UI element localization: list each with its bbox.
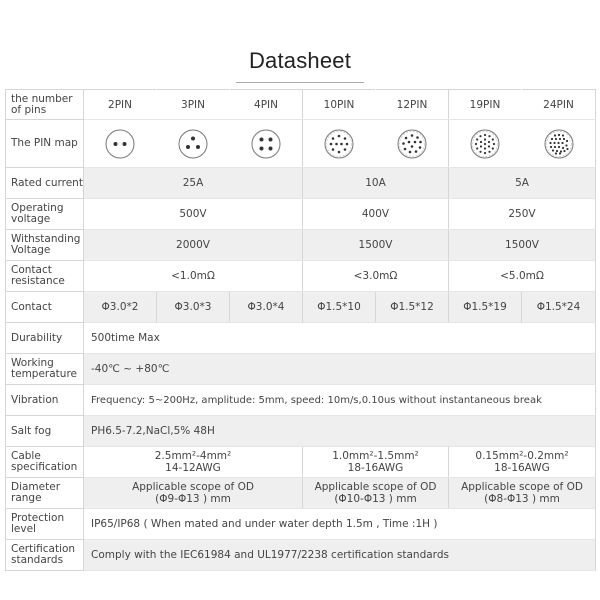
rated-current-value-a: 25A bbox=[84, 168, 303, 199]
protection-level-value: IP65/IP68 ( When mated and under water depth 1.5m , Time :1H ) bbox=[84, 509, 596, 540]
contact-label: Contact bbox=[6, 292, 84, 323]
header-label: the number of pins bbox=[6, 90, 84, 120]
pin-map-row bbox=[6, 120, 596, 168]
contact-value-10: Φ1.5*10 bbox=[303, 292, 376, 323]
withstanding-voltage-value-c: 1500V bbox=[449, 230, 596, 261]
salt-fog-label: Salt fog bbox=[6, 416, 84, 447]
page-title: Datasheet bbox=[248, 48, 352, 73]
rated-current-value-b: 10A bbox=[303, 168, 449, 199]
contact-resistance-label: Contact resistance bbox=[6, 261, 84, 292]
datasheet-table bbox=[5, 89, 596, 571]
pin-header-12: 12PIN bbox=[376, 90, 449, 120]
pin-map-10-icon bbox=[303, 120, 376, 168]
title-underline bbox=[236, 82, 364, 83]
pin-header-4: 4PIN bbox=[230, 90, 303, 120]
pin-header-24: 24PIN bbox=[522, 90, 596, 120]
withstanding-voltage-row bbox=[6, 230, 596, 261]
diameter-range-c-line2: (Φ8-Φ13 ) mm bbox=[484, 493, 560, 505]
diameter-range-row bbox=[6, 478, 596, 509]
contact-resistance-value-c: <5.0mΩ bbox=[449, 261, 596, 292]
contact-value-19: Φ1.5*19 bbox=[449, 292, 522, 323]
pin-map-19-icon bbox=[449, 120, 522, 168]
cable-spec-a-line2: 14-12AWG bbox=[165, 462, 221, 474]
pin-map-3-icon bbox=[157, 120, 230, 168]
pin-header-2: 2PIN bbox=[84, 90, 157, 120]
contact-resistance-value-a: <1.0mΩ bbox=[84, 261, 303, 292]
salt-fog-row bbox=[6, 416, 596, 447]
vibration-value: Frequency: 5~200Hz, amplitude: 5mm, speed: 10m/s,0.10us without instantaneous break bbox=[84, 385, 596, 416]
diameter-range-b bbox=[303, 478, 449, 509]
pin-map-4-icon bbox=[230, 120, 303, 168]
operating-voltage-value-a: 500V bbox=[84, 199, 303, 230]
cable-specification-label: Cable specification bbox=[6, 447, 84, 478]
protection-level-label: Protection level bbox=[6, 509, 84, 540]
pin-map-24-icon bbox=[522, 120, 596, 168]
durability-value: 500time Max bbox=[84, 323, 596, 354]
pin-map-12-icon bbox=[376, 120, 449, 168]
pin-map-label: The PIN map bbox=[6, 120, 84, 168]
operating-voltage-label: Operating voltage bbox=[6, 199, 84, 230]
contact-value-24: Φ1.5*24 bbox=[522, 292, 596, 323]
certification-standards-value: Comply with the IEC61984 and UL1977/2238 certification standards bbox=[84, 540, 596, 571]
rated-current-value-c: 5A bbox=[449, 168, 596, 199]
rated-current-row bbox=[6, 168, 596, 199]
cable-spec-c-line1: 0.15mm²-0.2mm² bbox=[475, 450, 569, 462]
cable-spec-b-line2: 18-16AWG bbox=[347, 462, 404, 474]
salt-fog-value: PH6.5-7.2,NaCl,5% 48H bbox=[84, 416, 596, 447]
cable-spec-a-line1: 2.5mm²-4mm² bbox=[154, 450, 232, 462]
diameter-range-b-line2: (Φ10-Φ13 ) mm bbox=[334, 493, 417, 505]
diameter-range-a bbox=[84, 478, 303, 509]
header-row bbox=[6, 90, 596, 120]
withstanding-voltage-value-a: 2000V bbox=[84, 230, 303, 261]
durability-label: Durability bbox=[6, 323, 84, 354]
cable-spec-c bbox=[449, 447, 596, 478]
working-temperature-row bbox=[6, 354, 596, 385]
withstanding-voltage-value-b: 1500V bbox=[303, 230, 449, 261]
contact-row bbox=[6, 292, 596, 323]
contact-resistance-value-b: <3.0mΩ bbox=[303, 261, 449, 292]
vibration-label: Vibration bbox=[6, 385, 84, 416]
operating-voltage-value-c: 250V bbox=[449, 199, 596, 230]
withstanding-voltage-label: Withstanding Voltage bbox=[6, 230, 84, 261]
pin-header-19: 19PIN bbox=[449, 90, 522, 120]
cable-specification-row bbox=[6, 447, 596, 478]
diameter-range-c bbox=[449, 478, 596, 509]
working-temperature-label: Working temperature bbox=[6, 354, 84, 385]
certification-standards-row bbox=[6, 540, 596, 571]
working-temperature-value: -40℃ ~ +80℃ bbox=[84, 354, 596, 385]
operating-voltage-value-b: 400V bbox=[303, 199, 449, 230]
diameter-range-label: Diameter range bbox=[6, 478, 84, 509]
durability-row bbox=[6, 323, 596, 354]
operating-voltage-row bbox=[6, 199, 596, 230]
contact-value-4: Φ3.0*4 bbox=[230, 292, 303, 323]
cable-spec-b-line1: 1.0mm²-1.5mm² bbox=[332, 450, 419, 462]
pin-header-10: 10PIN bbox=[303, 90, 376, 120]
rated-current-label: Rated current bbox=[6, 168, 84, 199]
cable-spec-a bbox=[84, 447, 303, 478]
certification-standards-label: Certification standards bbox=[6, 540, 84, 571]
contact-value-12: Φ1.5*12 bbox=[376, 292, 449, 323]
vibration-row bbox=[6, 385, 596, 416]
pin-map-2-icon bbox=[84, 120, 157, 168]
cable-spec-c-line2: 18-16AWG bbox=[494, 462, 550, 474]
protection-level-row bbox=[6, 509, 596, 540]
contact-resistance-row bbox=[6, 261, 596, 292]
diameter-range-a-line2: (Φ9-Φ13 ) mm bbox=[155, 493, 231, 505]
contact-value-3: Φ3.0*3 bbox=[157, 292, 230, 323]
contact-value-2: Φ3.0*2 bbox=[84, 292, 157, 323]
cable-spec-b bbox=[303, 447, 449, 478]
diameter-range-a-line1: Applicable scope of OD bbox=[132, 481, 254, 493]
diameter-range-c-line1: Applicable scope of OD bbox=[461, 481, 583, 493]
diameter-range-b-line1: Applicable scope of OD bbox=[314, 481, 437, 493]
pin-header-3: 3PIN bbox=[157, 90, 230, 120]
